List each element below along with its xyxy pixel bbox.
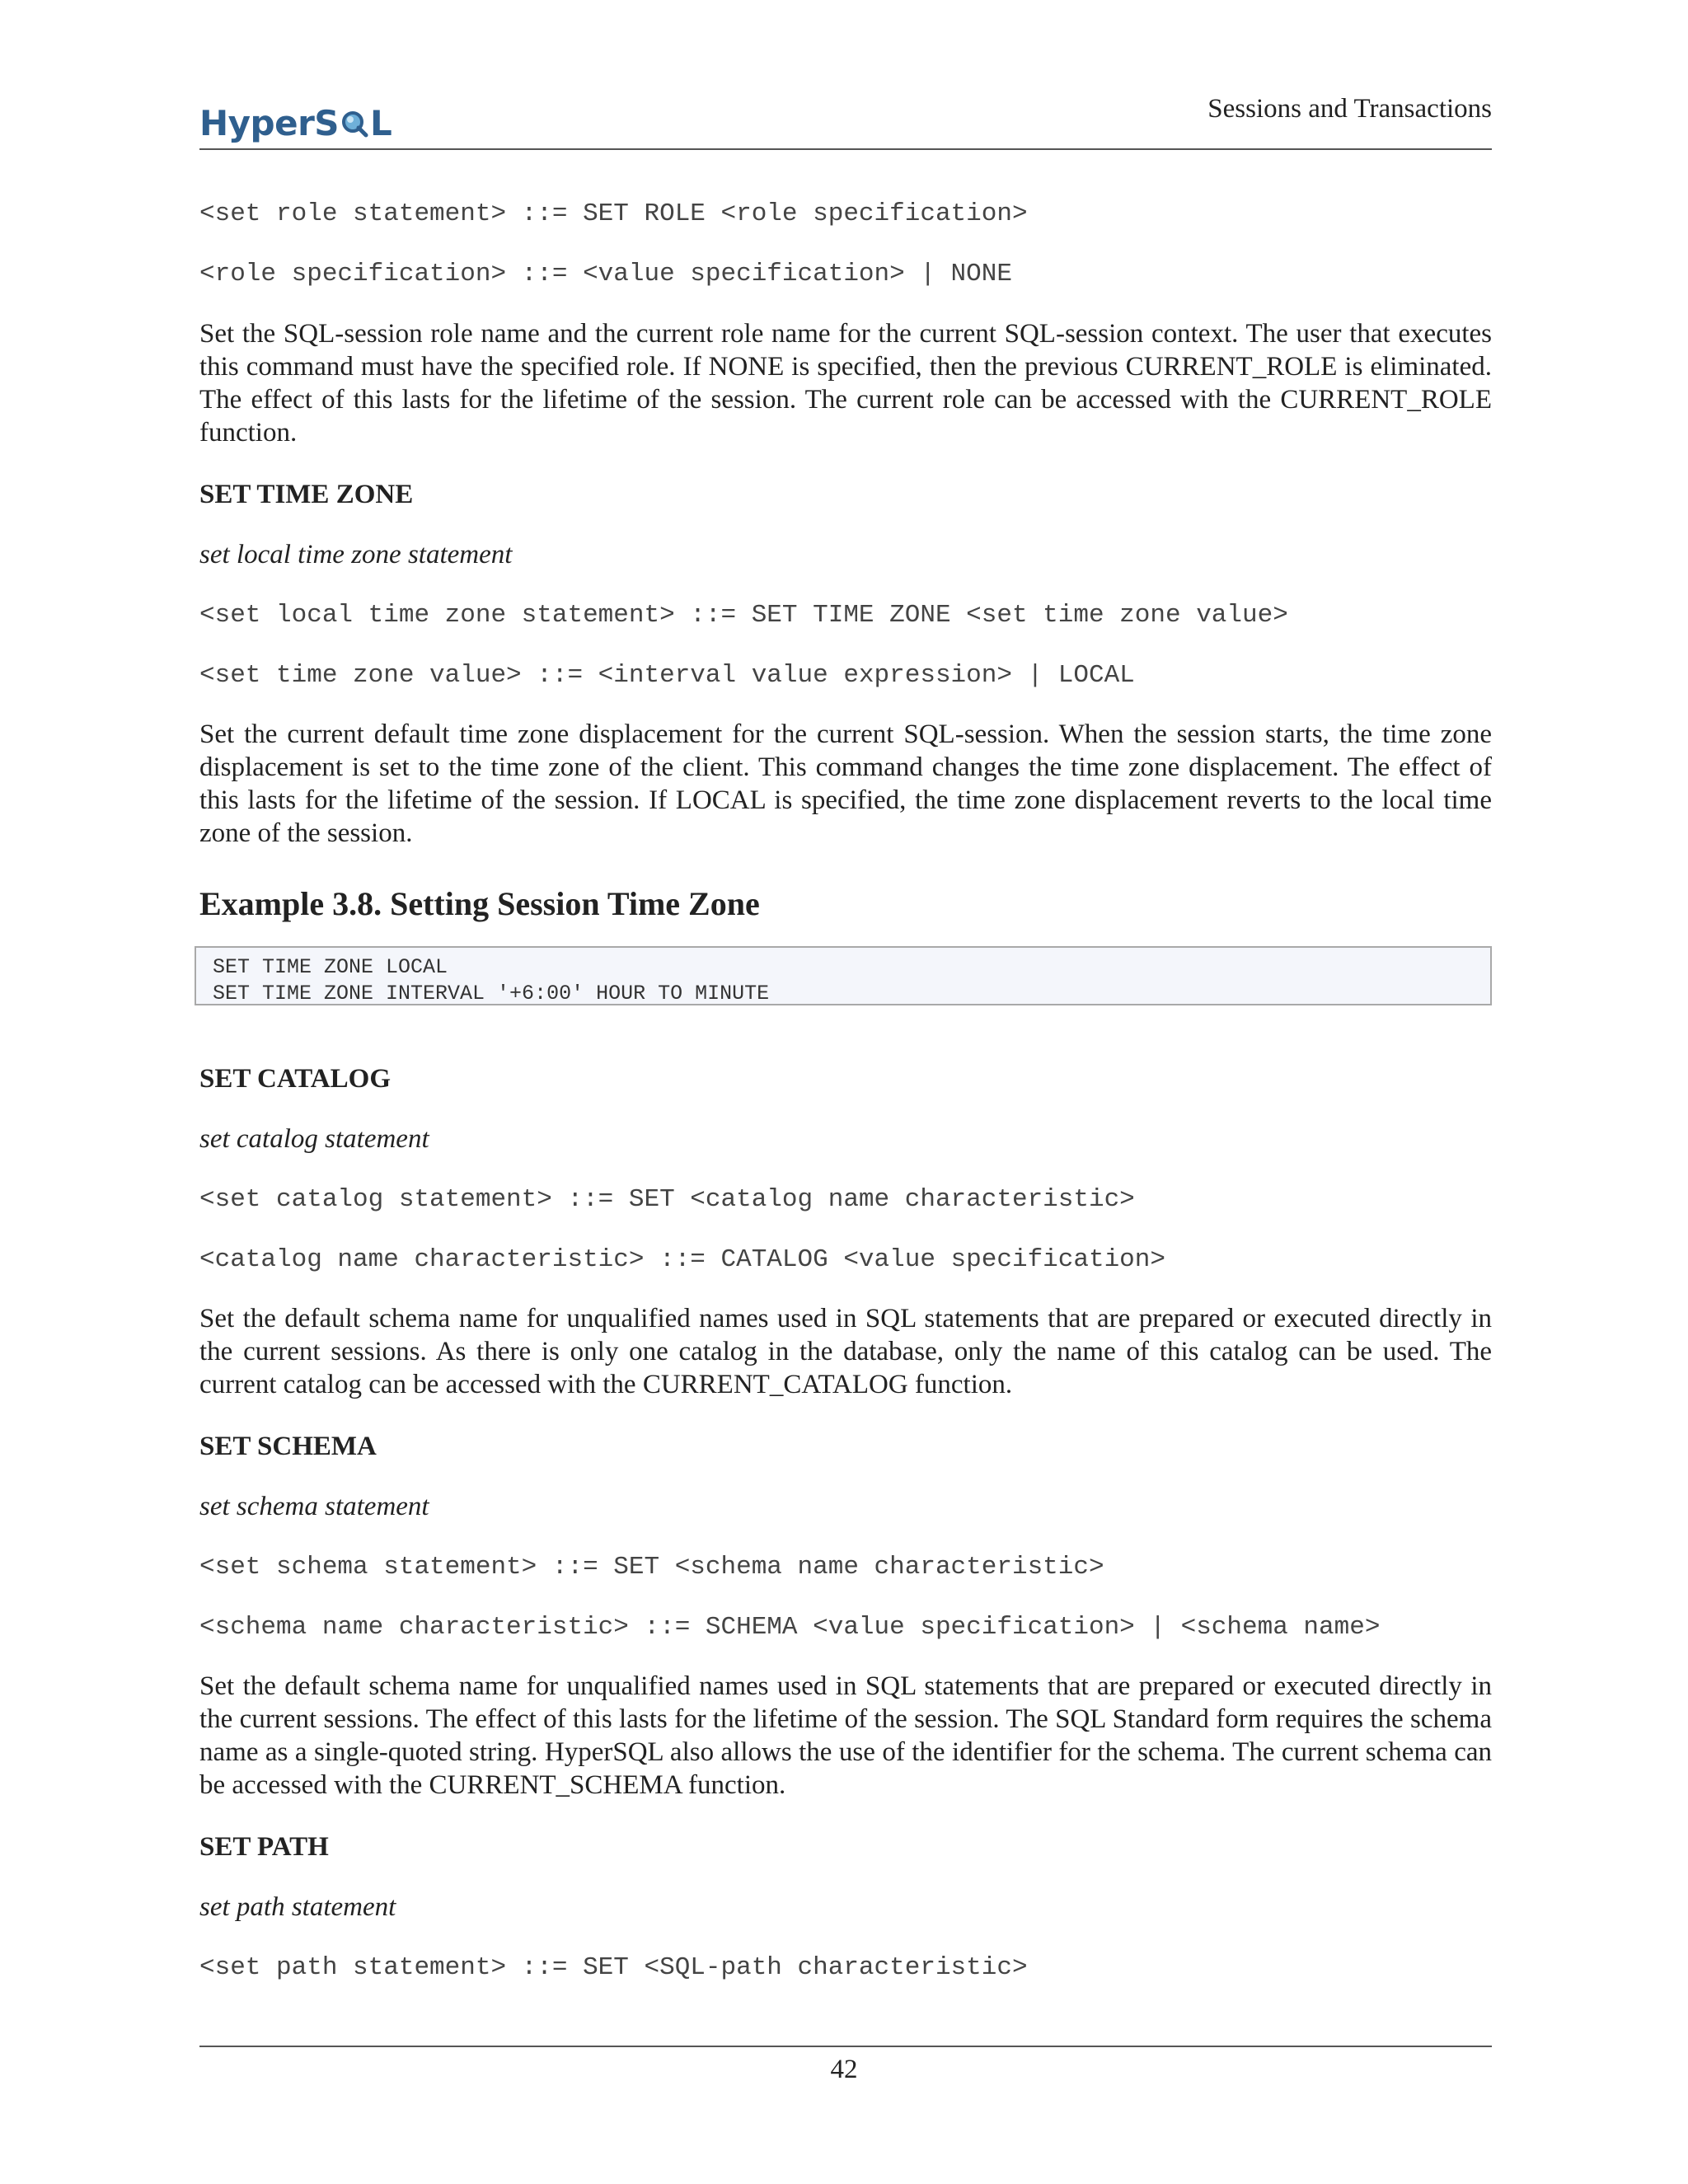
schema-syntax-2: <schema name characteristic> ::= SCHEMA <value specification> | <schema name> (199, 1613, 1381, 1642)
time-zone-description: Set the current default time zone displacement for the current SQL-session. When the session starts, the time zone displacement is set to the time zone of the client. This command changes the time zone displacement. The effect of this lasts for the lifetime of the session. If LOCAL is specified, the time zone displacement reverts to the local time zone of the session. (199, 719, 1492, 848)
catalog-syntax-1: <set catalog statement> ::= SET <catalog name characteristic> (199, 1185, 1135, 1214)
schema-syntax-1: <set schema statement> ::= SET <schema name characteristic> (199, 1553, 1104, 1582)
path-heading: SET PATH (199, 1832, 329, 1862)
time-zone-subtitle: set local time zone statement (199, 540, 513, 569)
logo-text-post: L (370, 103, 392, 143)
logo-magnifier-icon (340, 110, 368, 138)
time-zone-heading: SET TIME ZONE (199, 480, 414, 509)
catalog-subtitle: set catalog statement (199, 1124, 429, 1154)
catalog-heading: SET CATALOG (199, 1064, 391, 1094)
schema-heading: SET SCHEMA (199, 1432, 377, 1461)
schema-subtitle: set schema statement (199, 1492, 429, 1521)
page-number: 42 (830, 2055, 858, 2084)
footer-rule (199, 2046, 1492, 2047)
code-line-1: SET TIME ZONE LOCAL (213, 955, 448, 979)
example-title: Example 3.8. Setting Session Time Zone (199, 885, 760, 922)
running-title: Sessions and Transactions (1207, 94, 1492, 124)
catalog-description: Set the default schema name for unqualified names used in SQL statements that are prepared or executed directly in the current sessions. As there is only one catalog in the database, only the name of this catalog can be used. The current catalog can be accessed with the CURRENT_CATALOG function. (199, 1304, 1492, 1399)
logo-text-pre: HyperS (199, 103, 340, 143)
time-zone-syntax-1: <set local time zone statement> ::= SET TIME ZONE <set time zone value> (199, 601, 1288, 630)
role-syntax-2: <role specification> ::= <value specification> | NONE (199, 260, 1012, 288)
schema-description: Set the default schema name for unqualified names used in SQL statements that are prepared or executed directly in the current sessions. The effect of this lasts for the lifetime of the session. The SQL Standard form requires the schema name as a single-quoted string. HyperSQL also allows the use of the identifier for the schema. The current schema can be accessed with the CURRENT_SCHEMA function. (199, 1671, 1492, 1800)
role-syntax-1: <set role statement> ::= SET ROLE <role specification> (199, 199, 1028, 228)
role-description: Set the SQL-session role name and the current role name for the current SQL-session context. The user that executes this command must have the specified role. If NONE is specified, then the previous CURRENT_ROLE is eliminated. The effect of this lasts for the lifetime of the session. The current role can be accessed with the CURRENT_ROLE function. (199, 319, 1492, 448)
page-header (199, 92, 1492, 150)
code-line-2: SET TIME ZONE INTERVAL '+6:00' HOUR TO MINUTE (213, 982, 770, 1005)
catalog-syntax-2: <catalog name characteristic> ::= CATALOG <value specification> (199, 1245, 1165, 1274)
path-syntax-1: <set path statement> ::= SET <SQL-path characteristic> (199, 1953, 1028, 1982)
time-zone-syntax-2: <set time zone value> ::= <interval value expression> | LOCAL (199, 661, 1135, 690)
path-subtitle: set path statement (199, 1892, 396, 1922)
hypersql-logo (199, 101, 392, 143)
example-code-block (195, 946, 1492, 1005)
